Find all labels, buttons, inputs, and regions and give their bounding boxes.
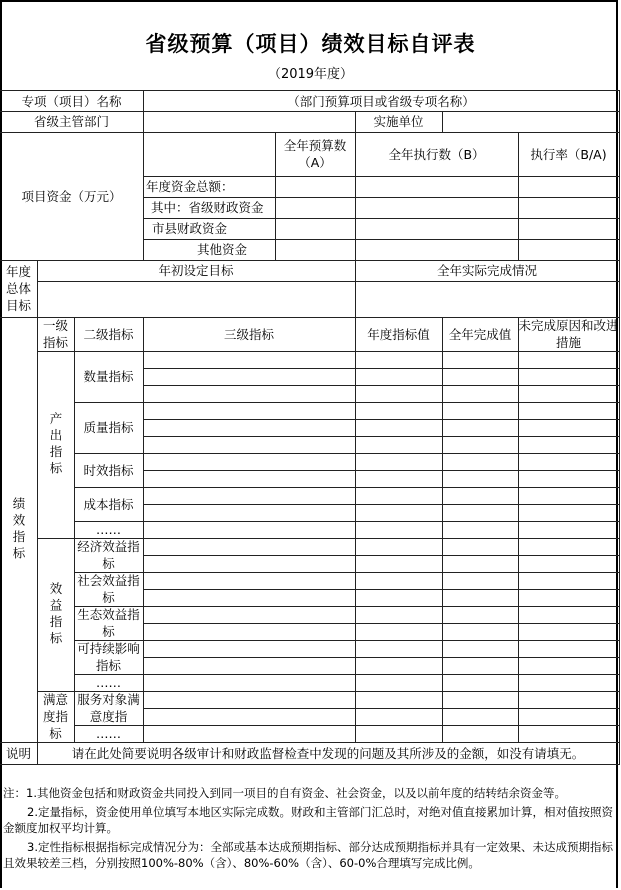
level2-indicator: 服务对象满意度指 [74, 691, 144, 726]
level2-indicator: 生态效益指标 [74, 606, 144, 641]
reason-field[interactable] [518, 419, 620, 437]
actual-value-field[interactable] [442, 402, 519, 420]
funds-header-blank [143, 132, 276, 177]
goal-set-header: 年初设定目标 [37, 260, 356, 282]
level3-field[interactable] [143, 419, 356, 437]
funds-rate[interactable] [518, 239, 620, 261]
funds-budget-a[interactable] [275, 176, 356, 198]
reason-field[interactable] [518, 708, 620, 726]
col-level3: 三级指标 [143, 317, 356, 352]
actual-value-field[interactable] [442, 453, 519, 471]
actual-value-field[interactable] [442, 521, 519, 539]
level2-indicator: 质量指标 [74, 402, 144, 454]
target-value-field[interactable] [355, 453, 443, 471]
page-title: 省级预算（项目）绩效目标自评表 [145, 32, 476, 56]
level2-indicator: …… [74, 725, 144, 743]
col-level2: 二级指标 [74, 317, 144, 352]
goal-set-field[interactable] [37, 281, 356, 318]
reason-field[interactable] [518, 572, 620, 590]
target-value-field[interactable] [355, 504, 443, 522]
actual-value-field[interactable] [442, 623, 519, 641]
level3-field[interactable] [143, 623, 356, 641]
funds-row-label: 市县财政资金 [143, 218, 276, 240]
target-value-field[interactable] [355, 538, 443, 556]
level3-field[interactable] [143, 453, 356, 471]
reason-field[interactable] [518, 725, 620, 743]
project-name-field[interactable]: （部门预算项目或省级专项名称） [143, 90, 620, 112]
level2-indicator: 经济效益指标 [74, 538, 144, 573]
level3-field[interactable] [143, 555, 356, 573]
target-value-field[interactable] [355, 368, 443, 386]
reason-field[interactable] [518, 640, 620, 658]
col-exec-b: 全年执行数（B） [355, 132, 519, 177]
reason-field[interactable] [518, 470, 620, 488]
level3-field[interactable] [143, 470, 356, 488]
actual-value-field[interactable] [442, 589, 519, 607]
reason-field[interactable] [518, 368, 620, 386]
actual-value-field[interactable] [442, 708, 519, 726]
notes [3, 785, 615, 874]
reason-field[interactable] [518, 453, 620, 471]
reason-field[interactable] [518, 385, 620, 403]
actual-value-field[interactable] [442, 538, 519, 556]
actual-value-field[interactable] [442, 657, 519, 675]
level3-field[interactable] [143, 691, 356, 709]
target-value-field[interactable] [355, 640, 443, 658]
note-3: 3.定性指标根据指标完成情况分为：全部或基本达成预期指标、部分达成预期指标并具有一定效果、未达成预期指标且效果较差三档，分别按照100%-80%（含）、80%-60%（含）、60-0%合理填写完成比例。 [3, 840, 613, 870]
reason-field[interactable] [518, 402, 620, 420]
page-subtitle: （2019年度） [267, 67, 354, 82]
note-2: 2.定量指标，资金使用单位填写本地区实际完成数。财政和主管部门汇总时，对绝对值直接累加计算，相对值按照资金额度加权平均计算。 [3, 805, 613, 835]
level3-field[interactable] [143, 674, 356, 692]
target-value-field[interactable] [355, 436, 443, 454]
funds-row-label: 年度资金总额： [143, 176, 276, 198]
reason-field[interactable] [518, 436, 620, 454]
target-value-field[interactable] [355, 708, 443, 726]
level1-indicator: 满意度指标 [37, 691, 75, 743]
remarks-label: 说明 [0, 742, 38, 765]
target-value-field[interactable] [355, 589, 443, 607]
level3-field[interactable] [143, 725, 356, 743]
target-value-field[interactable] [355, 657, 443, 675]
target-value-field[interactable] [355, 674, 443, 692]
funds-rate[interactable] [518, 197, 620, 219]
target-value-field[interactable] [355, 351, 443, 369]
reason-field[interactable] [518, 521, 620, 539]
level3-field[interactable] [143, 572, 356, 590]
level3-field[interactable] [143, 521, 356, 539]
actual-value-field[interactable] [442, 385, 519, 403]
target-value-field[interactable] [355, 470, 443, 488]
level3-field[interactable] [143, 657, 356, 675]
target-value-field[interactable] [355, 521, 443, 539]
funds-exec-b[interactable] [355, 218, 519, 240]
col-actual: 全年完成值 [442, 317, 519, 352]
actual-value-field[interactable] [442, 555, 519, 573]
perf-indicators-label: 绩效指标 [0, 317, 38, 743]
reason-field[interactable] [518, 606, 620, 624]
level2-indicator: …… [74, 674, 144, 692]
level3-field[interactable] [143, 368, 356, 386]
target-value-field[interactable] [355, 487, 443, 505]
level3-field[interactable] [143, 351, 356, 369]
dept-label: 省级主管部门 [0, 111, 144, 133]
level3-field[interactable] [143, 504, 356, 522]
level2-indicator: 时效指标 [74, 453, 144, 488]
level2-indicator: 成本指标 [74, 487, 144, 522]
target-value-field[interactable] [355, 402, 443, 420]
funds-rate[interactable] [518, 176, 620, 198]
funds-row-label: 其中：省级财政资金 [143, 197, 276, 219]
level3-field[interactable] [143, 487, 356, 505]
level1-indicator: 效益指标 [37, 538, 75, 692]
actual-value-field[interactable] [442, 419, 519, 437]
actual-value-field[interactable] [442, 640, 519, 658]
funds-exec-b[interactable] [355, 239, 519, 261]
level2-indicator: …… [74, 521, 144, 539]
reason-field[interactable] [518, 351, 620, 369]
annual-goal-label: 年度总体目标 [0, 260, 38, 318]
col-level1: 一级指标 [37, 317, 75, 352]
remarks-text[interactable]: 请在此处简要说明各级审计和财政监督检查中发现的问题及其所涉及的金额，如没有请填无。 [37, 742, 620, 765]
funds-row-label: 其他资金 [143, 239, 276, 261]
reason-field[interactable] [518, 674, 620, 692]
level2-indicator: 可持续影响指标 [74, 640, 144, 675]
target-value-field[interactable] [355, 555, 443, 573]
target-value-field[interactable] [355, 606, 443, 624]
goal-actual-header: 全年实际完成情况 [355, 260, 620, 282]
reason-field[interactable] [518, 623, 620, 641]
funds-label: 项目资金（万元） [0, 132, 144, 261]
funds-budget-a[interactable] [275, 218, 356, 240]
funds-exec-b[interactable] [355, 197, 519, 219]
dept-field[interactable] [143, 111, 356, 133]
note-1: 注：1.其他资金包括和财政资金共同投入到同一项目的自有资金、社会资金，以及以前年度的结转结余资金等。 [3, 786, 566, 800]
funds-budget-a[interactable] [275, 239, 356, 261]
actual-value-field[interactable] [442, 725, 519, 743]
actual-value-field[interactable] [442, 504, 519, 522]
level3-field[interactable] [143, 402, 356, 420]
actual-value-field[interactable] [442, 487, 519, 505]
level2-indicator: 社会效益指标 [74, 572, 144, 607]
funds-rate[interactable] [518, 218, 620, 240]
funds-exec-b[interactable] [355, 176, 519, 198]
reason-field[interactable] [518, 538, 620, 556]
funds-budget-a[interactable] [275, 197, 356, 219]
level3-field[interactable] [143, 640, 356, 658]
target-value-field[interactable] [355, 572, 443, 590]
level3-field[interactable] [143, 606, 356, 624]
reason-field[interactable] [518, 589, 620, 607]
target-value-field[interactable] [355, 419, 443, 437]
target-value-field[interactable] [355, 623, 443, 641]
actual-value-field[interactable] [442, 470, 519, 488]
reason-field[interactable] [518, 657, 620, 675]
actual-value-field[interactable] [442, 436, 519, 454]
target-value-field[interactable] [355, 691, 443, 709]
project-name-label: 专项（项目）名称 [0, 90, 144, 112]
reason-field[interactable] [518, 487, 620, 505]
col-budget-a: 全年预算数（A） [275, 132, 356, 177]
actual-value-field[interactable] [442, 606, 519, 624]
level3-field[interactable] [143, 385, 356, 403]
reason-field[interactable] [518, 691, 620, 709]
impl-unit-label: 实施单位 [355, 111, 443, 133]
col-reason: 未完成原因和改进措施 [518, 318, 619, 350]
actual-value-field[interactable] [442, 572, 519, 590]
goal-actual-field[interactable] [355, 281, 620, 318]
actual-value-field[interactable] [442, 368, 519, 386]
level3-field[interactable] [143, 708, 356, 726]
level3-field[interactable] [143, 538, 356, 556]
target-value-field[interactable] [355, 385, 443, 403]
level3-field[interactable] [143, 589, 356, 607]
level1-indicator: 产出指标 [37, 351, 75, 539]
actual-value-field[interactable] [442, 691, 519, 709]
col-target: 年度指标值 [355, 317, 443, 352]
level2-indicator: 数量指标 [74, 351, 144, 403]
actual-value-field[interactable] [442, 674, 519, 692]
target-value-field[interactable] [355, 725, 443, 743]
col-exec-rate: 执行率（B/A) [518, 132, 620, 177]
level3-field[interactable] [143, 436, 356, 454]
actual-value-field[interactable] [442, 351, 519, 369]
impl-unit-field[interactable] [442, 111, 620, 133]
reason-field[interactable] [518, 504, 620, 522]
reason-field[interactable] [518, 555, 620, 573]
